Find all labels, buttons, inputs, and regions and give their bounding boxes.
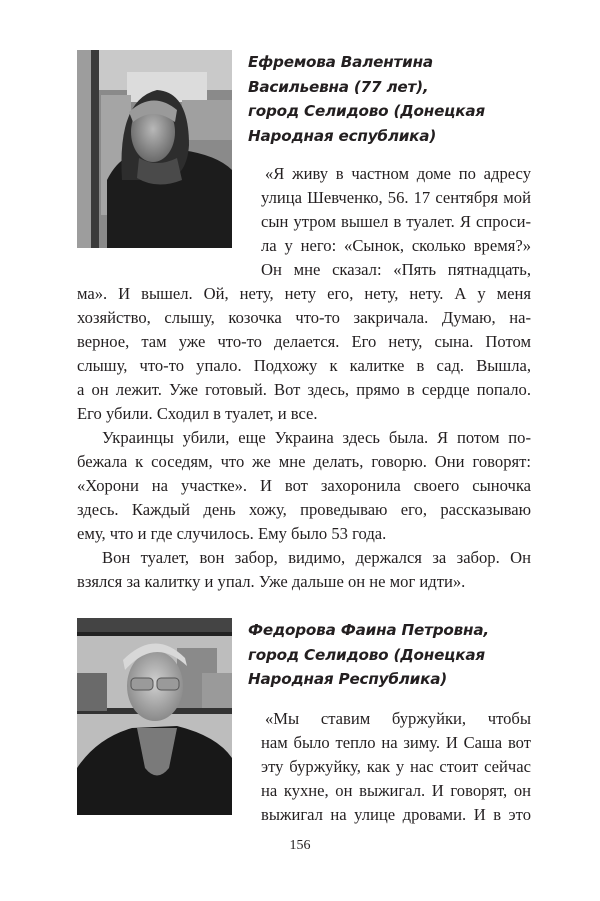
body-text-line: Вон туалет, вон забор, видимо, держался за забор. Он [102,548,531,567]
heading-line: Народная еспублика) [248,126,437,145]
body-text-line: на кухне, он выжигал. И говорят, он [261,781,531,800]
body-text-line: «Мы ставим буржуйки, чтобы [265,709,531,728]
person-heading-efremova [248,50,548,148]
body-text-line: здесь. Каждый день хожу, проведываю его, рассказываю [77,500,531,519]
body-text-line: «Хорони на участке». И вот захоронила своего сыночка [77,476,531,495]
body-text-line: а он лежит. Уже готовый. Вот здесь, прямо в сердце попало. [77,380,531,399]
heading-line: Ефремова Валентина [248,53,433,71]
body-text-line: Его убили. Сходил в туалет, и все. [77,404,318,423]
body-text-line: улица Шевченко, 56. 17 сентября мой [261,188,531,207]
body-text-line: сын утром вышел в туалет. Я спроси- [261,212,531,231]
heading-line: Федорова Фаина Петровна, [248,621,489,639]
portrait-photo-fedorova [77,618,232,815]
body-text-line: нам было тепло на зиму. И Саша вот [261,733,531,752]
body-text-line: бежала к соседям, что же мне делать, говорю. Они говорят: [77,452,531,471]
body-text-line: эту буржуйку, как у нас стоит сейчас [261,757,531,776]
page-number: 156 [289,838,311,853]
body-text-line: выжигал на улице дровами. И в это [261,805,531,824]
heading-line: город Селидово (Донецкая [248,102,485,120]
body-text-line: взялся за калитку и упал. Уже дальше он не мог идти». [77,572,466,591]
body-text-line: хозяйство, слышу, козочка что-то закричала. Думаю, на- [77,308,531,327]
body-text-line: ла у него: «Сынок, сколько время?» [261,236,531,255]
body-text-line: Он мне сказал: «Пять пятнадцать, [261,260,531,279]
body-text-line: Украинцы убили, еще Украина здесь была. Я потом по- [102,428,531,447]
portrait-photo-efremova [77,50,232,248]
heading-line: Народная Республика) [248,670,448,688]
body-text-line: слышу, что-то упало. Подхожу к калитке в сад. Вышла, [77,356,531,375]
body-text-line: верное, там уже что-то делается. Его нету, сына. Потом [77,332,531,351]
heading-line: Васильевна (77 лет), [248,77,429,96]
body-text-line: «Я живу в частном доме по адресу [265,164,531,183]
body-text-line: ему, что и где случилось. Ему было 53 года. [77,524,387,543]
heading-line: город Селидово (Донецкая [248,645,485,664]
body-text-line: ма». И вышел. Ой, нету, нету его, нету, нету. А у меня [77,284,531,303]
person-heading-fedorova [248,618,548,692]
